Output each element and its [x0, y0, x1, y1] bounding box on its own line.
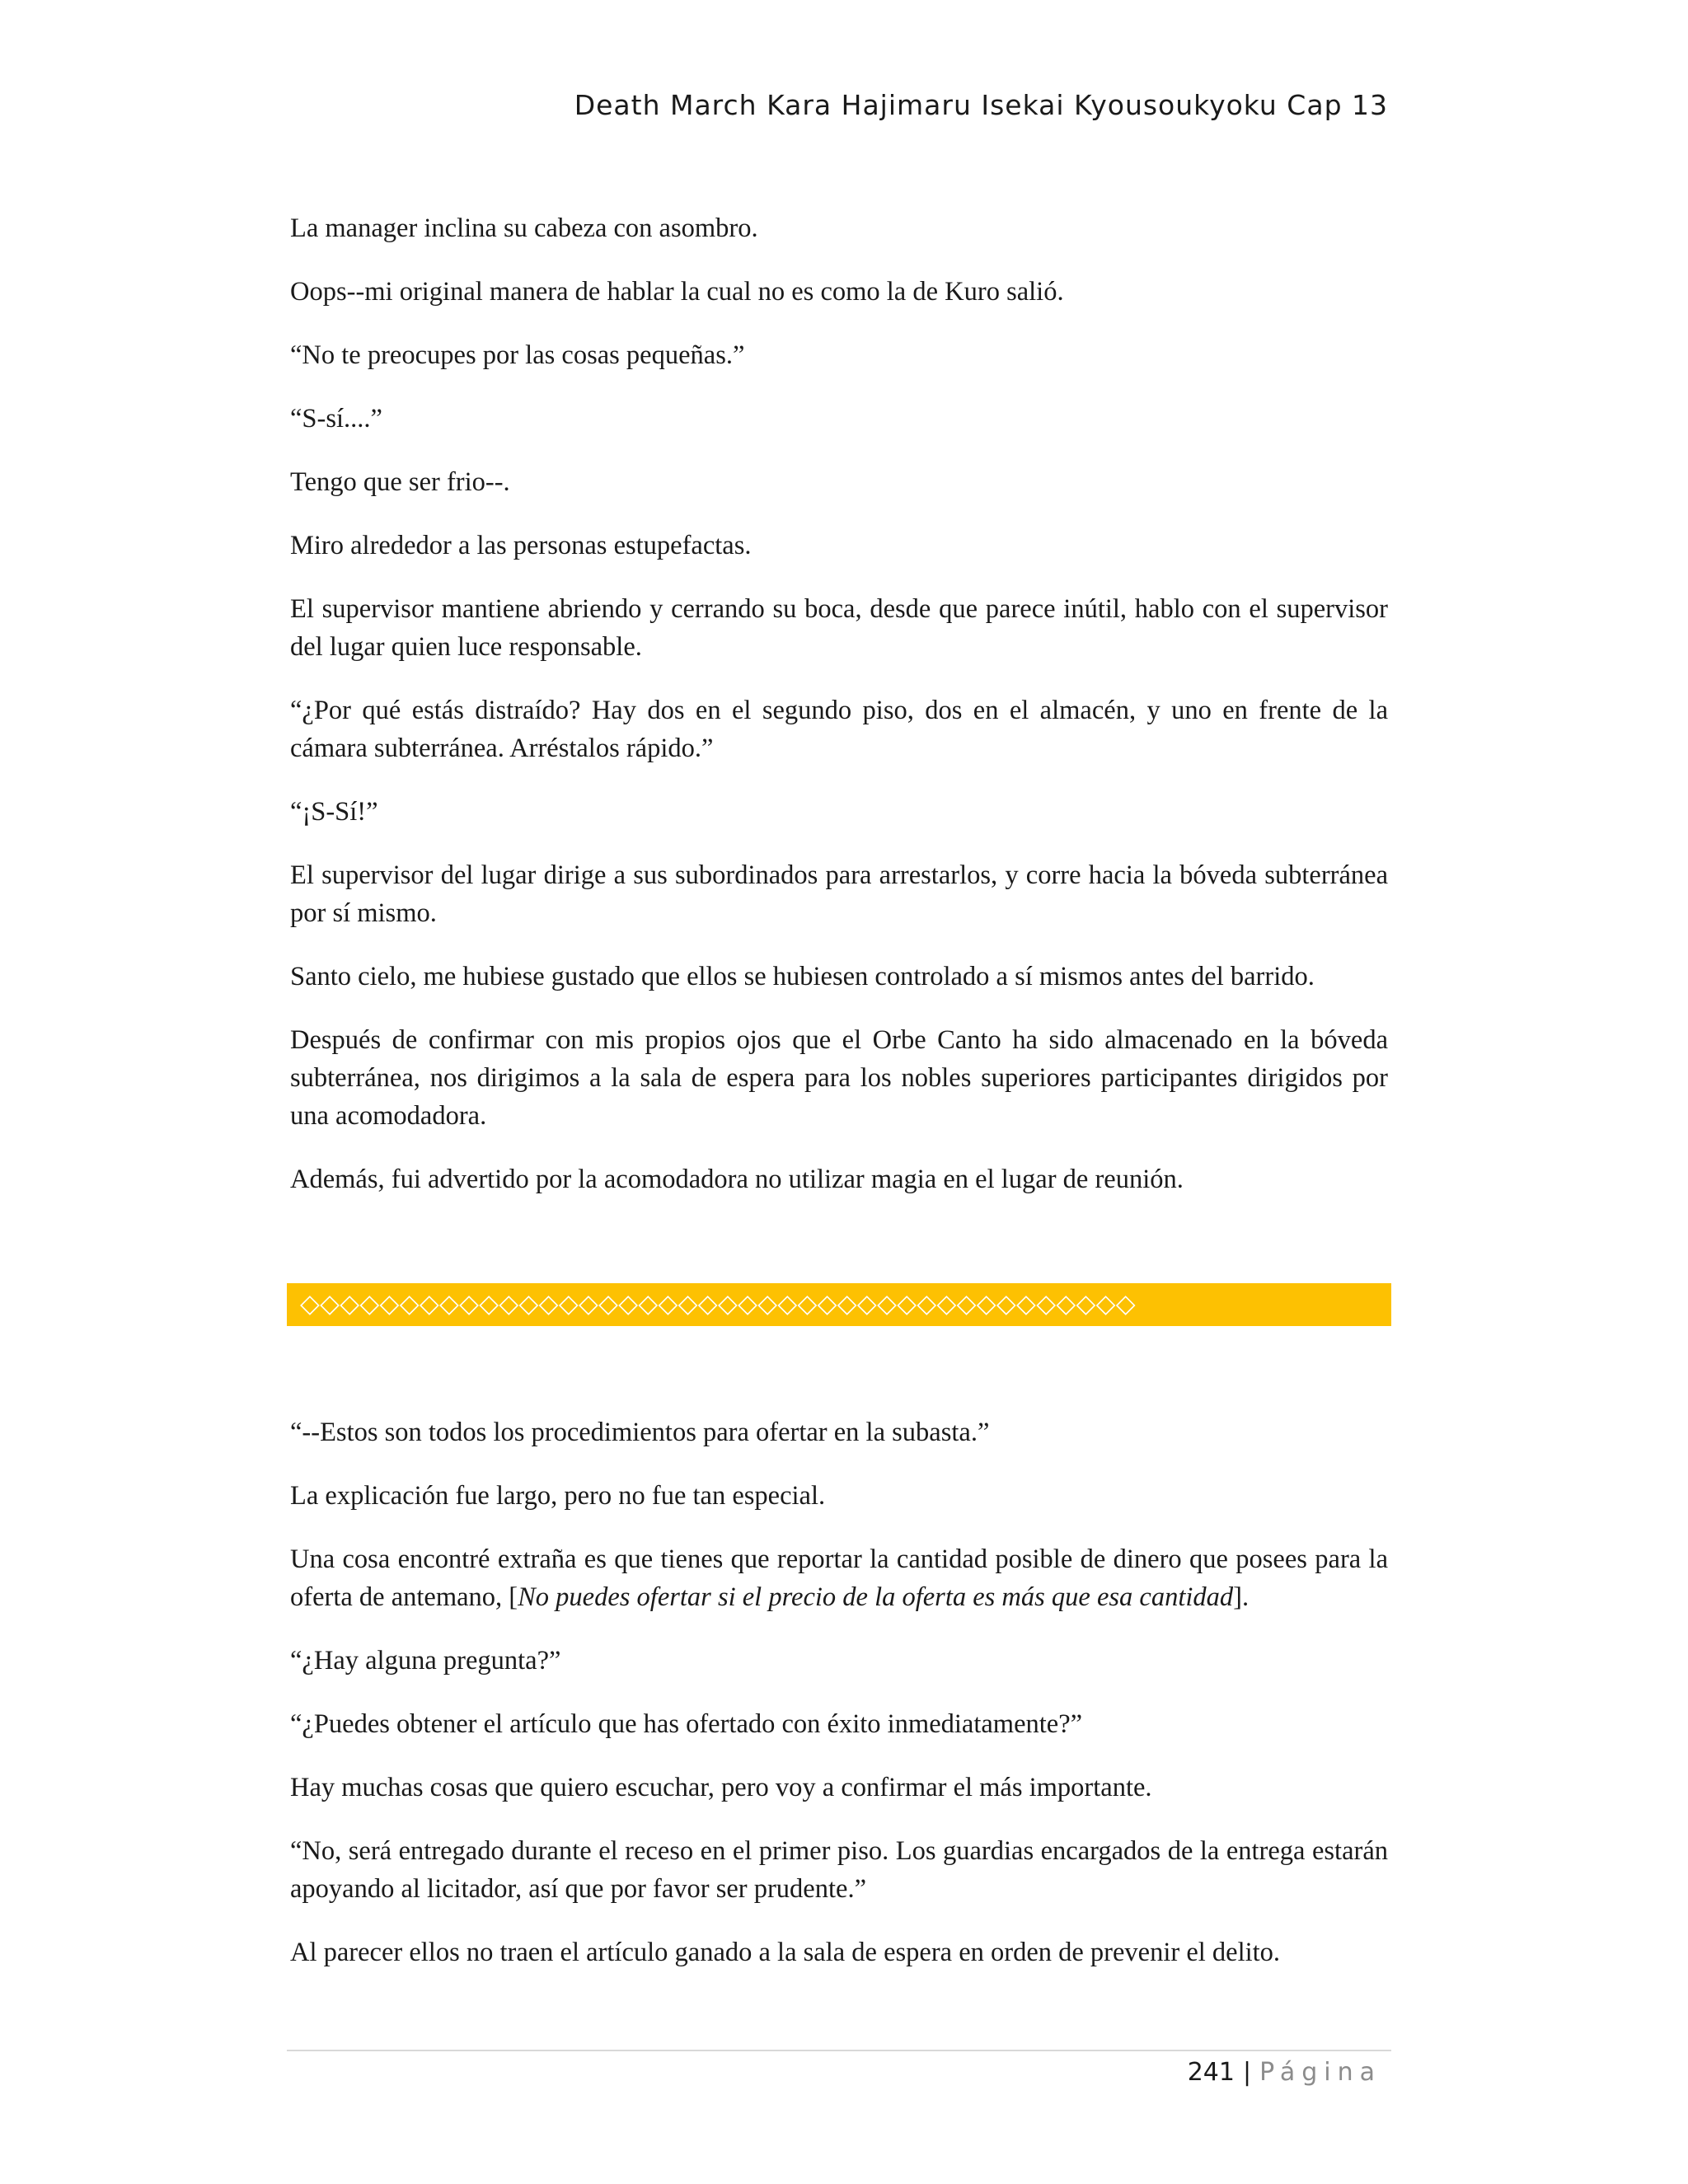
paragraph: Oops--mi original manera de hablar la cual no es como la de Kuro salió.: [290, 277, 1064, 307]
paragraph: La manager inclina su cabeza con asombro.: [290, 213, 758, 243]
paragraph: Después de confirmar con mis propios ojos que el Orbe Canto ha sido almacenado en la bóveda subterránea, nos dirigimos a la sala de espera para los nobles superiores participantes dirigidos por una acomodadora.: [290, 1025, 1388, 1131]
paragraph: [290, 1540, 1388, 1616]
paragraph-text: Una cosa encontré extraña es que tienes que reportar la cantidad posible de dinero que posees para la oferta de antemano, [: [290, 1544, 1388, 1612]
footer-divider: [287, 2050, 1391, 2051]
paragraph: Miro alrededor a las personas estupefactas.: [290, 531, 752, 560]
footer-separator: |: [1242, 2058, 1252, 2087]
page-number: 241: [1187, 2058, 1235, 2087]
paragraph: “¿Por qué estás distraído? Hay dos en el segundo piso, dos en el almacén, y uno en frente de la cámara subterránea. Arréstalos rápido.”: [290, 696, 1388, 763]
paragraph: “No te preocupes por las cosas pequeñas.”: [290, 340, 745, 370]
paragraph: “--Estos son todos los procedimientos para ofertar en la subasta.”: [290, 1418, 990, 1447]
page-header-title: Death March Kara Hajimaru Isekai Kyousoukyoku Cap 13: [574, 89, 1388, 121]
paragraph: “¡S-Sí!”: [290, 797, 378, 827]
paragraph: Además, fui advertido por la acomodadora no utilizar magia en el lugar de reunión.: [290, 1165, 1184, 1194]
paragraph: “¿Hay alguna pregunta?”: [290, 1646, 561, 1675]
paragraph: Al parecer ellos no traen el artículo ganado a la sala de espera en orden de prevenir el delito.: [290, 1938, 1281, 1967]
italic-quote: No puedes ofertar si el precio de la oferta es más que esa cantidad: [518, 1582, 1234, 1612]
paragraph: El supervisor mantiene abriendo y cerrando su boca, desde que parece inútil, hablo con el supervisor del lugar quien luce responsable.: [290, 594, 1388, 662]
page-footer: [1188, 2058, 1381, 2087]
section-two: [290, 1413, 1388, 1997]
diamond-pattern-icon: ◇◇◇◇◇◇◇◇◇◇◇◇◇◇◇◇◇◇◇◇◇◇◇◇◇◇◇◇◇◇◇◇◇◇◇◇◇◇◇◇◇◇: [300, 1289, 1136, 1319]
paragraph: “S-sí....”: [290, 404, 382, 434]
paragraph-text: ].: [1233, 1582, 1250, 1612]
page-label: Página: [1259, 2058, 1381, 2087]
paragraph: “¿Puedes obtener el artículo que has ofertado con éxito inmediatamente?”: [290, 1709, 1083, 1739]
section-divider: [287, 1283, 1391, 1326]
paragraph: La explicación fue largo, pero no fue tan especial.: [290, 1481, 826, 1511]
section-one: [290, 209, 1388, 1224]
paragraph: El supervisor del lugar dirige a sus subordinados para arrestarlos, y corre hacia la bóveda subterránea por sí mismo.: [290, 860, 1388, 928]
paragraph: Hay muchas cosas que quiero escuchar, pero voy a confirmar el más importante.: [290, 1773, 1152, 1802]
paragraph: Santo cielo, me hubiese gustado que ellos se hubiesen controlado a sí mismos antes del barrido.: [290, 962, 1315, 991]
paragraph: “No, será entregado durante el receso en el primer piso. Los guardias encargados de la entrega estarán apoyando al licitador, así que por favor ser prudente.”: [290, 1836, 1388, 1904]
paragraph: Tengo que ser frio--.: [290, 467, 510, 497]
